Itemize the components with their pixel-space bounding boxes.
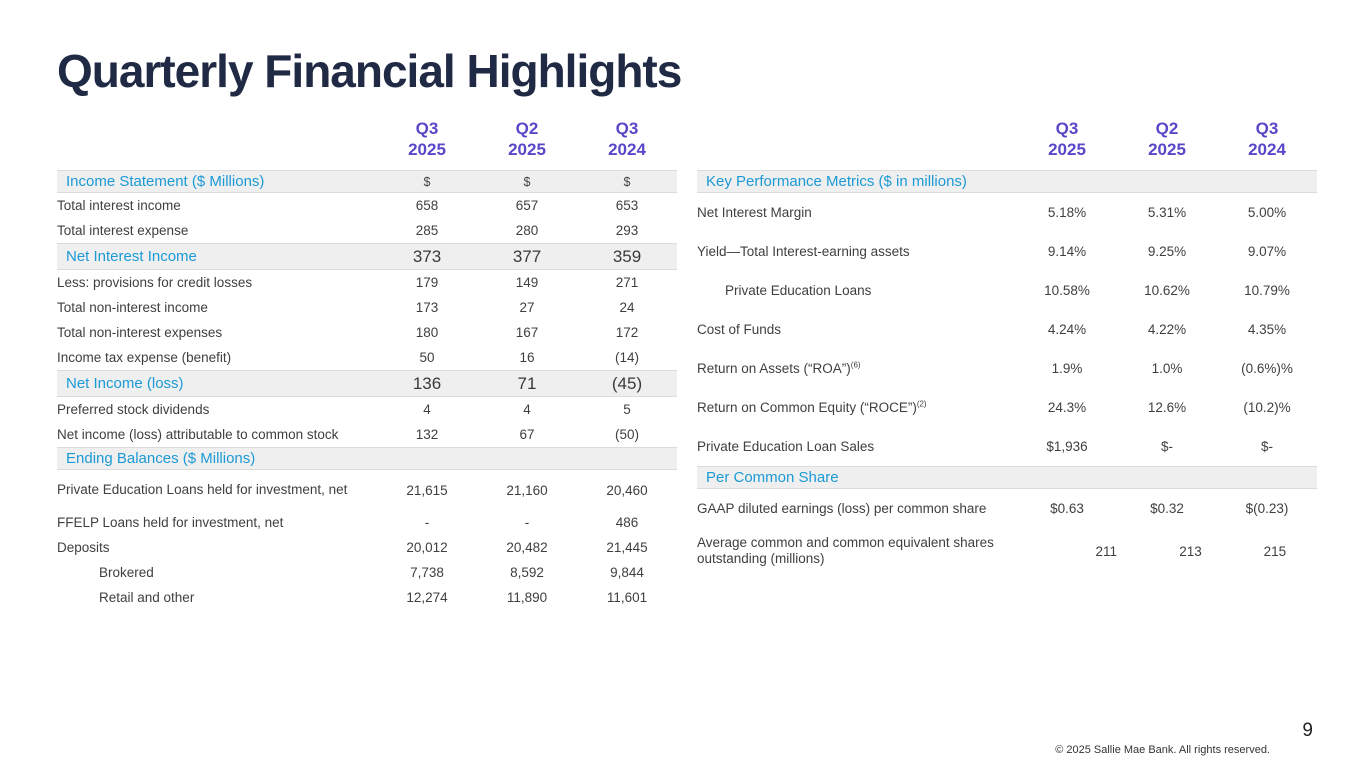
cell-value: 1.0%: [1151, 361, 1183, 376]
cell-value: -: [524, 515, 530, 530]
cell-value: 4.24%: [1047, 322, 1087, 337]
table-row: [57, 535, 677, 560]
cell-value: 16: [519, 350, 535, 365]
row-label: Brokered: [99, 564, 154, 580]
cell-value: (50): [614, 427, 639, 442]
table-row: [57, 320, 677, 345]
row-label: FFELP Loans held for investment, net: [57, 514, 284, 530]
cell-value: 8,592: [510, 565, 544, 580]
row-label: GAAP diluted earnings (loss) per common share: [697, 500, 987, 516]
cell-value: 9.14%: [1047, 244, 1087, 259]
table-row: [57, 510, 677, 535]
section-row: [57, 370, 677, 397]
quarter-headers-right: [697, 118, 1317, 170]
cell-value: 211: [1095, 543, 1117, 559]
cell-value: 24.3%: [1047, 400, 1087, 415]
row-label: Average common and common equivalent shares outstanding (millions): [697, 535, 994, 566]
cell-value: 9,844: [610, 565, 644, 580]
table-row: [697, 271, 1317, 310]
table-row: [697, 232, 1317, 271]
footnote-marker: (6): [850, 360, 861, 369]
cell-value: 9.25%: [1147, 244, 1187, 259]
cell-value: 20,012: [406, 540, 448, 555]
income-statement-rows: [57, 170, 677, 610]
row-label: Total interest expense: [57, 222, 189, 238]
quarter-header: Q2 2025: [1148, 119, 1186, 159]
row-label: Return on Assets (“ROA”)$^{(6)}$: [697, 360, 861, 376]
cell-value: 5.31%: [1147, 205, 1187, 220]
table-row: [697, 310, 1317, 349]
cell-value: 24: [619, 300, 635, 315]
cell-value: 5.00%: [1247, 205, 1287, 220]
cell-value: -: [424, 515, 430, 530]
cell-value: $: [523, 174, 531, 189]
row-label: Cost of Funds: [697, 321, 782, 337]
table-row: [57, 270, 677, 295]
cell-value: 5.18%: [1047, 205, 1087, 220]
quarter-header: Q3 2024: [608, 119, 646, 159]
row-label: Income Statement ($ Millions): [66, 172, 265, 190]
cell-value: 12,274: [406, 590, 448, 605]
cell-value: 213: [1179, 543, 1202, 559]
row-label: Total interest income: [57, 197, 181, 213]
row-label: Net income (loss) attributable to common stock: [57, 426, 339, 442]
cell-value: 9.07%: [1247, 244, 1287, 259]
cell-value: 10.79%: [1244, 283, 1290, 298]
table-row: [57, 470, 677, 510]
cell-value: 67: [519, 427, 535, 442]
row-label: Private Education Loans: [725, 282, 872, 298]
cell-value: 486: [615, 515, 639, 530]
section-row: [57, 170, 677, 193]
cell-value: 373: [412, 246, 442, 266]
cell-value: 21,445: [606, 540, 648, 555]
cell-value: 215: [1263, 543, 1287, 559]
cell-value: (14): [614, 350, 639, 365]
cell-value: $-: [1160, 439, 1173, 454]
table-row: [57, 193, 677, 218]
table-row: [57, 295, 677, 320]
cell-value: $0.32: [1150, 501, 1184, 516]
cell-value: 10.58%: [1044, 283, 1090, 298]
cell-value: 657: [515, 198, 539, 213]
cell-value: $: [423, 174, 431, 189]
table-row: [57, 422, 677, 447]
row-label: Preferred stock dividends: [57, 401, 210, 417]
cell-value: 4: [423, 402, 431, 417]
cell-value: (10.2)%: [1243, 400, 1291, 415]
cell-value: 21,160: [506, 482, 548, 498]
table-row: [57, 585, 677, 610]
cell-value: 167: [515, 325, 539, 340]
key-metrics-table: [697, 118, 1317, 574]
section-row: [57, 243, 677, 270]
cell-value: 11,601: [606, 590, 648, 605]
table-row: [697, 193, 1317, 232]
quarter-headers-left: [57, 118, 677, 170]
cell-value: 4: [523, 402, 531, 417]
row-label: Yield—Total Interest-earning assets: [697, 243, 910, 259]
quarter-header: Q2 2025: [508, 119, 546, 159]
cell-value: 11,890: [506, 590, 548, 605]
row-label: Total non-interest income: [57, 299, 208, 315]
cell-value: 149: [515, 275, 539, 290]
cell-value: 50: [419, 350, 435, 365]
cell-value: 173: [415, 300, 439, 315]
cell-value: 377: [512, 246, 542, 266]
table-row: [697, 528, 1317, 574]
table-row: [57, 345, 677, 370]
row-label: Deposits: [57, 539, 110, 555]
row-label: Ending Balances ($ Millions): [66, 449, 256, 467]
row-label: Net Income (loss): [66, 374, 184, 392]
cell-value: 4.35%: [1247, 322, 1287, 337]
cell-value: 180: [415, 325, 439, 340]
cell-value: (0.6%)%: [1241, 361, 1293, 376]
cell-value: 136: [412, 373, 442, 393]
cell-value: 280: [515, 223, 539, 238]
page-number: 9: [1302, 720, 1313, 741]
row-label: Key Performance Metrics ($ in millions): [706, 172, 967, 190]
row-label: Net Interest Income: [66, 247, 197, 265]
row-label: Net Interest Margin: [697, 204, 812, 220]
cell-value: 653: [615, 198, 639, 213]
table-row: [697, 427, 1317, 466]
row-label: Less: provisions for credit losses: [57, 274, 253, 290]
quarter-header: Q3 2025: [1048, 119, 1086, 159]
section-row: [697, 170, 1317, 193]
footnote-marker: (2): [916, 399, 927, 408]
row-label: Total non-interest expenses: [57, 324, 223, 340]
cell-value: 658: [415, 198, 439, 213]
row-label: Private Education Loan Sales: [697, 438, 875, 454]
cell-value: 5: [623, 402, 631, 417]
row-label: Private Education Loans held for investment, net: [57, 482, 348, 497]
key-metrics-rows: [697, 170, 1317, 574]
row-label: Return on Common Equity (“ROCE”)$^{(2)}$: [697, 399, 927, 415]
row-label: Per Common Share: [706, 468, 839, 486]
cell-value: $: [623, 174, 631, 189]
quarter-header: Q3 2024: [1248, 119, 1286, 159]
row-label: Retail and other: [99, 589, 195, 605]
cell-value: $1,936: [1046, 439, 1088, 454]
quarter-header: Q3 2025: [408, 119, 446, 159]
cell-value: 271: [615, 275, 639, 290]
cell-value: 71: [517, 373, 537, 393]
section-row: [57, 447, 677, 470]
cell-value: $-: [1260, 439, 1273, 454]
table-row: [57, 397, 677, 422]
table-row: [57, 560, 677, 585]
cell-value: 27: [519, 300, 535, 315]
row-label: Income tax expense (benefit): [57, 349, 232, 365]
cell-value: 285: [415, 223, 439, 238]
copyright: © 2025 Sallie Mae Bank. All rights reserved.: [1055, 744, 1270, 756]
cell-value: 10.62%: [1144, 283, 1190, 298]
table-row: [697, 349, 1317, 388]
cell-value: 132: [415, 427, 439, 442]
income-statement-table: [57, 118, 677, 610]
table-row: [697, 388, 1317, 427]
cell-value: 4.22%: [1147, 322, 1187, 337]
cell-value: 21,615: [406, 482, 448, 498]
cell-value: 179: [415, 275, 439, 290]
cell-value: 1.9%: [1051, 361, 1083, 376]
page-title: Quarterly Financial Highlights: [57, 45, 682, 97]
cell-value: $(0.23): [1245, 501, 1289, 516]
table-row: [697, 489, 1317, 528]
table-row: [57, 218, 677, 243]
section-row: [697, 466, 1317, 489]
cell-value: 359: [612, 246, 642, 266]
cell-value: 12.6%: [1147, 400, 1187, 415]
cell-value: 20,460: [606, 482, 648, 498]
cell-value: $0.63: [1050, 501, 1084, 516]
cell-value: 293: [615, 223, 639, 238]
cell-value: 20,482: [506, 540, 548, 555]
cell-value: (45): [611, 373, 643, 393]
cell-value: 7,738: [410, 565, 444, 580]
cell-value: 172: [615, 325, 639, 340]
